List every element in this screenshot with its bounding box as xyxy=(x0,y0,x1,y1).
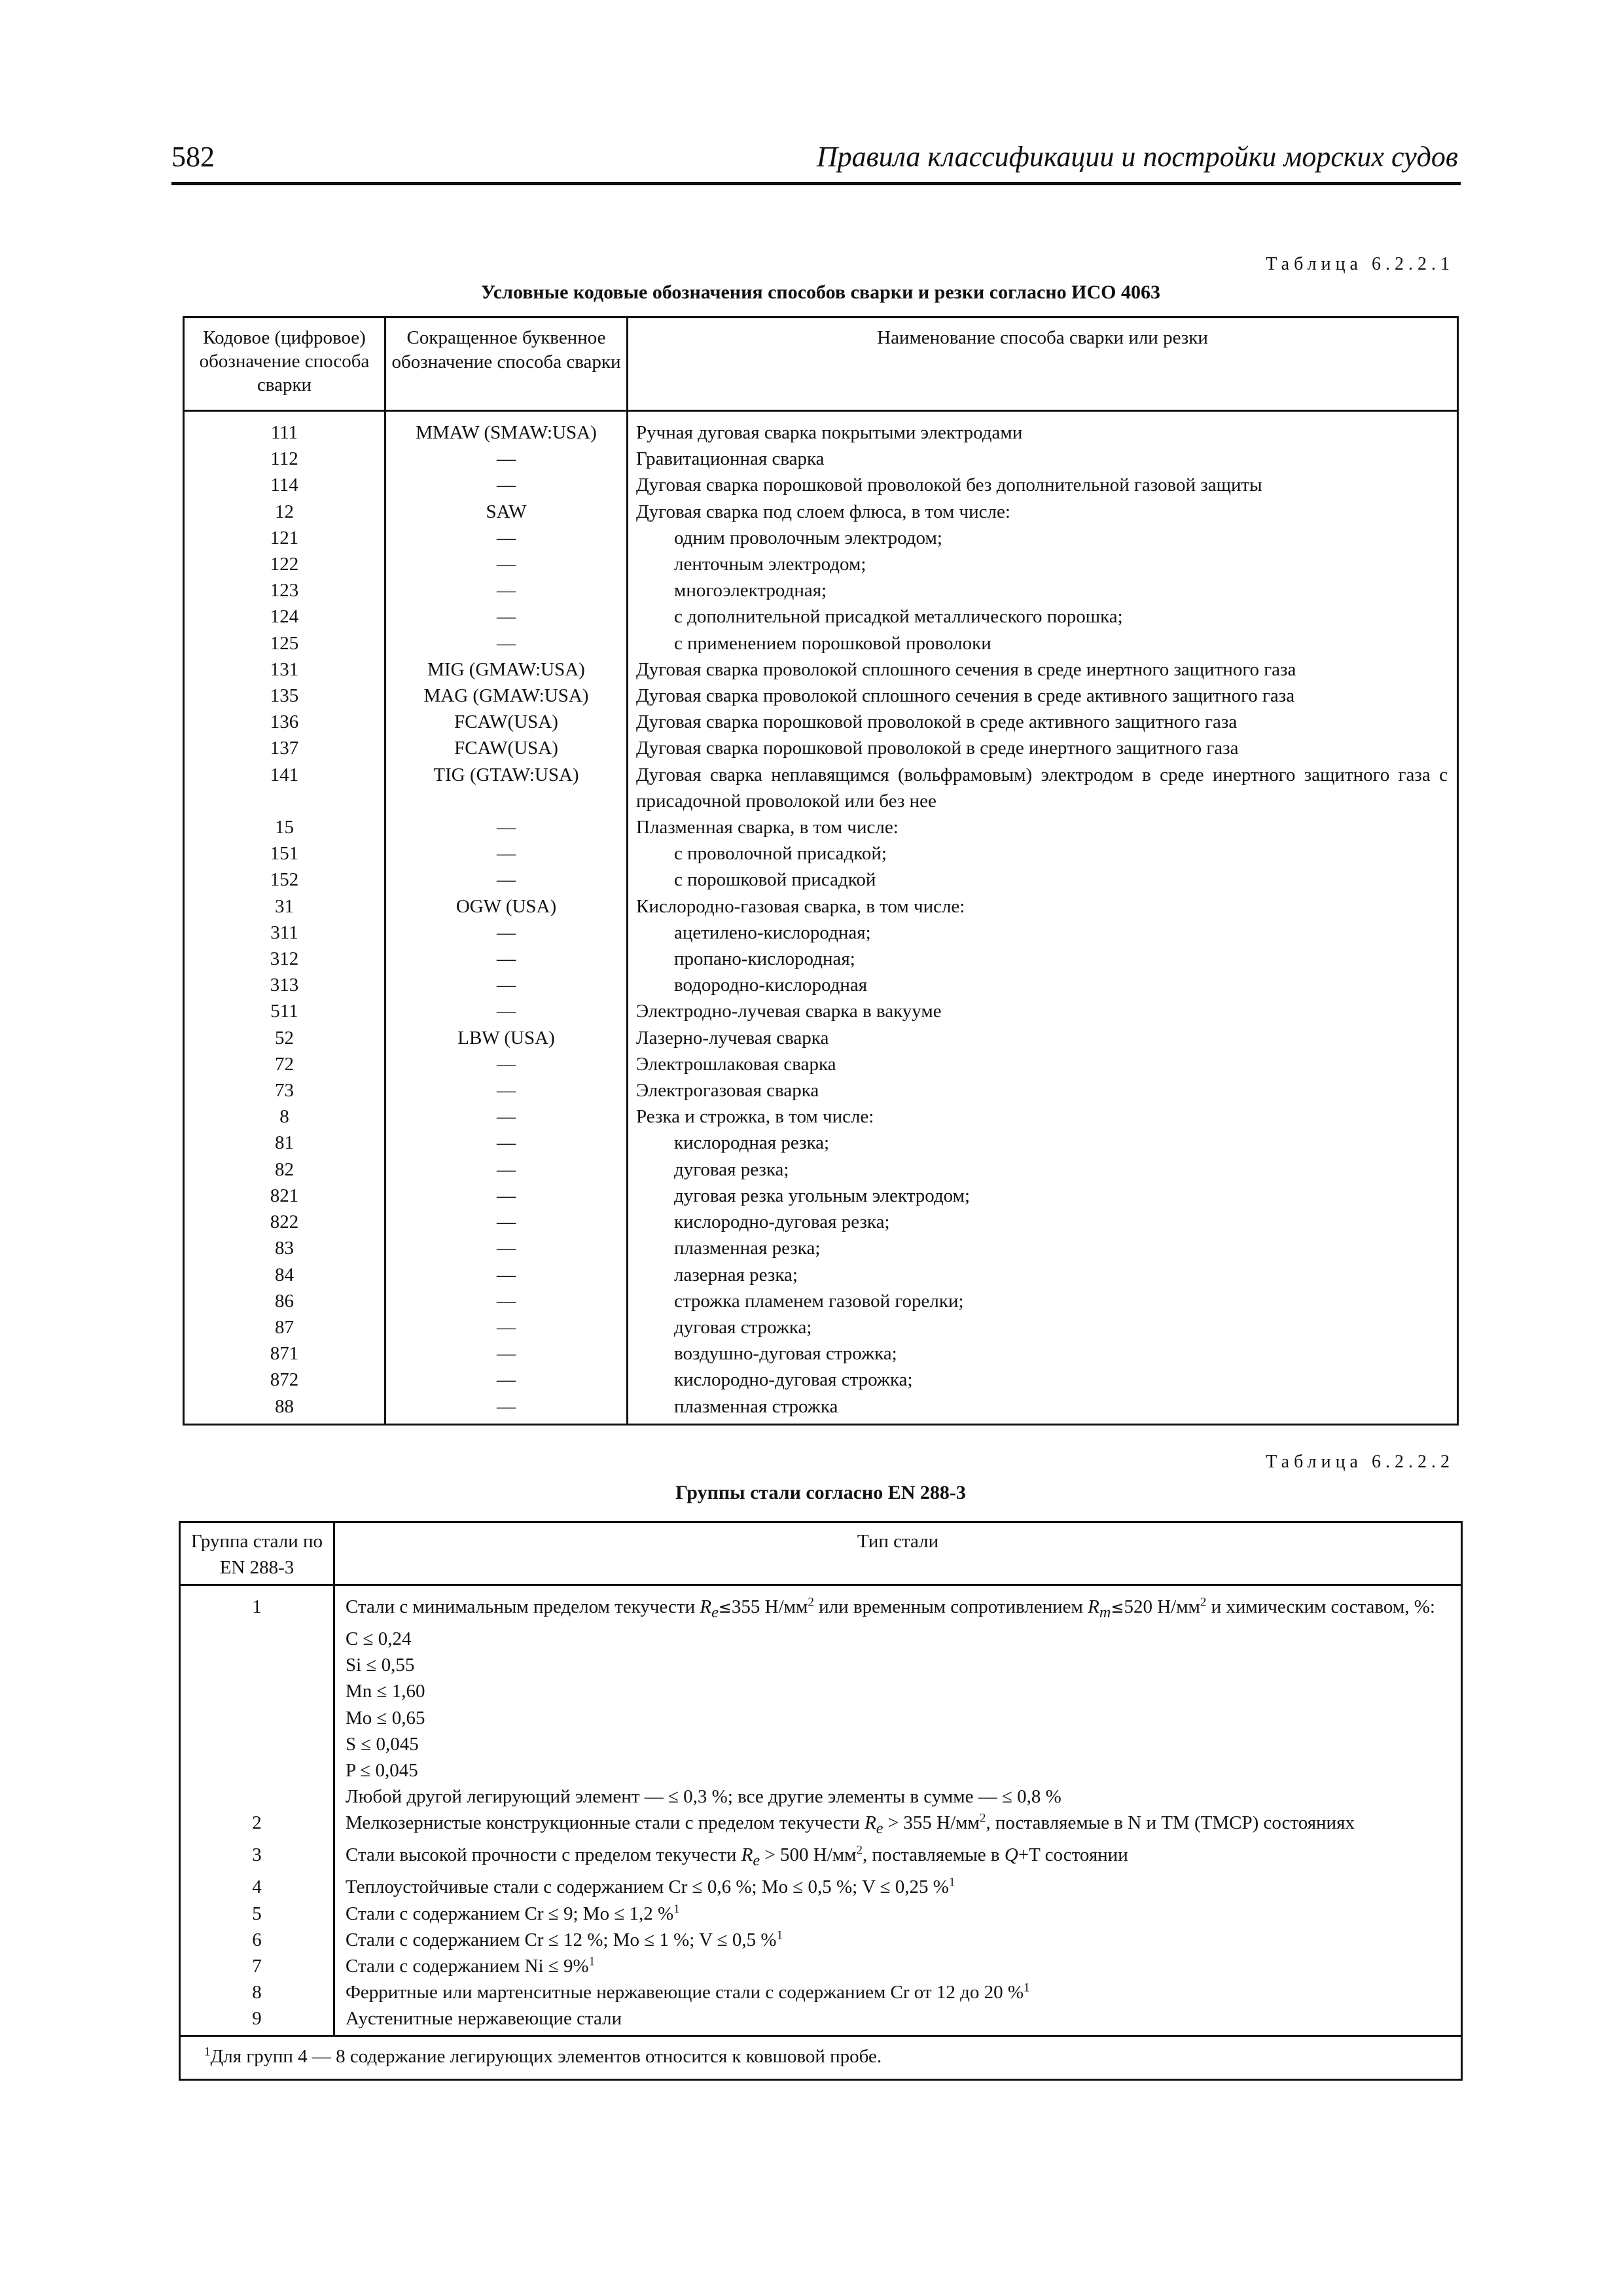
table-row xyxy=(180,1927,1462,1953)
code-cell: 88 xyxy=(184,1393,385,1425)
col-header-code: Кодовое (цифровое) обозначение способа сварки xyxy=(184,317,385,411)
chem-si: Si ≤ 0,55 xyxy=(346,1655,415,1676)
table-row xyxy=(184,630,1458,656)
process-name-cell: Ручная дуговая сварка покрытыми электродами xyxy=(636,422,1023,443)
abbr-cell: MAG (GMAW:USA) xyxy=(385,683,628,709)
table-row xyxy=(184,867,1458,893)
code-cell: 313 xyxy=(184,972,385,998)
table-row xyxy=(184,656,1458,683)
table1-body xyxy=(184,411,1458,1425)
table-row xyxy=(180,1874,1462,1900)
process-name-cell: Дуговая сварка порошковой проволокой в среде активного защитного газа xyxy=(636,711,1238,733)
col-header-group: Группа стали по EN 288-3 xyxy=(180,1522,334,1585)
table-row xyxy=(184,814,1458,840)
table-row xyxy=(180,2005,1462,2036)
abbr-cell: LBW (USA) xyxy=(385,1025,628,1051)
chem-s: S ≤ 0,045 xyxy=(346,1733,419,1755)
code-cell: 822 xyxy=(184,1209,385,1235)
code-cell: 15 xyxy=(184,814,385,840)
abbr-cell: — xyxy=(385,446,628,472)
process-name-cell: многоэлектродная; xyxy=(674,580,827,601)
table-row xyxy=(184,411,1458,446)
code-cell: 125 xyxy=(184,630,385,656)
code-cell: 124 xyxy=(184,603,385,630)
chem-mn: Mn ≤ 1,60 xyxy=(346,1681,425,1702)
process-name-cell: Лазерно-лучевая сварка xyxy=(636,1027,829,1049)
code-cell: 72 xyxy=(184,1051,385,1077)
abbr-cell: — xyxy=(385,1340,628,1367)
table-row xyxy=(184,1130,1458,1156)
table-row xyxy=(184,998,1458,1024)
process-name-cell: дуговая строжка; xyxy=(674,1316,812,1338)
abbr-cell: — xyxy=(385,1157,628,1183)
table2-footnote-row xyxy=(180,2036,1462,2079)
process-name-cell: с проволочной присадкой; xyxy=(674,843,887,865)
group-cell: 5 xyxy=(180,1901,334,1927)
process-name-cell: дуговая резка; xyxy=(674,1158,789,1180)
table-row xyxy=(184,446,1458,472)
chem-mo: Mo ≤ 0,65 xyxy=(346,1707,425,1729)
code-cell: 123 xyxy=(184,577,385,603)
steel-groups-table xyxy=(179,1521,1463,2081)
abbr-cell: — xyxy=(385,630,628,656)
table-row xyxy=(184,1051,1458,1077)
chem-c: C ≤ 0,24 xyxy=(346,1628,412,1649)
table1-label: Таблица 6.2.2.1 xyxy=(1266,254,1454,274)
process-name-cell: ацетилено-кислородная; xyxy=(674,922,871,943)
abbr-cell: FCAW(USA) xyxy=(385,735,628,761)
table-row xyxy=(184,1077,1458,1103)
table-row xyxy=(180,1810,1462,1842)
code-cell: 872 xyxy=(184,1367,385,1393)
steel-type-cell: Стали с содержанием Ni ≤ 9%$^1$ xyxy=(346,1954,596,1977)
abbr-cell: — xyxy=(385,1183,628,1209)
abbr-cell: — xyxy=(385,840,628,867)
process-name-cell: плазменная резка; xyxy=(674,1238,821,1259)
table-row xyxy=(180,1901,1462,1927)
process-name-cell: строжка пламенем газовой горелки; xyxy=(674,1290,964,1312)
footnote: $^1$Для групп 4 — 8 содержание легирующих элементов относится к ковшовой пробе. xyxy=(180,2036,1462,2079)
code-cell: 152 xyxy=(184,867,385,893)
abbr-cell: — xyxy=(385,867,628,893)
code-cell: 86 xyxy=(184,1288,385,1314)
process-name-cell: кислородно-дуговая строжка; xyxy=(674,1369,913,1391)
group-cell: 7 xyxy=(180,1953,334,1979)
col-header-abbr: Сокращенное буквенное обозначение способа сварки xyxy=(385,317,628,411)
table-row xyxy=(184,840,1458,867)
process-name-cell: кислородно-дуговая резка; xyxy=(674,1211,890,1233)
process-name-cell: Дуговая сварка порошковой проволокой в среде инертного защитного газа xyxy=(636,738,1239,759)
code-cell: 52 xyxy=(184,1025,385,1051)
abbr-cell: — xyxy=(385,1314,628,1340)
group-cell: 4 xyxy=(180,1874,334,1900)
abbr-cell: — xyxy=(385,972,628,998)
table-row xyxy=(184,1157,1458,1183)
table-row xyxy=(184,709,1458,735)
table-row xyxy=(184,1103,1458,1130)
table-row xyxy=(180,1585,1462,1810)
process-name-cell: кислородная резка; xyxy=(674,1132,830,1154)
table-row xyxy=(184,603,1458,630)
abbr-cell: — xyxy=(385,920,628,946)
code-cell: 871 xyxy=(184,1340,385,1367)
page-number: 582 xyxy=(171,141,215,173)
table-row xyxy=(184,1183,1458,1209)
table-row xyxy=(184,1235,1458,1261)
code-cell: 84 xyxy=(184,1262,385,1288)
footnote-mark: 1 xyxy=(776,1928,783,1943)
table-row xyxy=(184,1367,1458,1393)
abbr-cell: — xyxy=(385,1051,628,1077)
abbr-cell: — xyxy=(385,1130,628,1156)
abbr-cell: — xyxy=(385,1393,628,1425)
process-name-cell: Электродно-лучевая сварка в вакууме xyxy=(636,1001,942,1022)
group-cell: 6 xyxy=(180,1927,334,1953)
process-name-cell: Дуговая сварка под слоем флюса, в том числе: xyxy=(636,501,1010,522)
code-cell: 131 xyxy=(184,656,385,683)
process-name-cell: Резка и строжка, в том числе: xyxy=(636,1106,874,1128)
table1-header-row xyxy=(184,317,1458,411)
process-name-cell: пропано-кислородная; xyxy=(674,948,855,970)
abbr-cell: — xyxy=(385,998,628,1024)
abbr-cell: — xyxy=(385,1367,628,1393)
page-header xyxy=(171,139,1461,185)
code-cell: 87 xyxy=(184,1314,385,1340)
footnote-mark: 1 xyxy=(948,1875,955,1890)
abbr-cell: — xyxy=(385,577,628,603)
table-row xyxy=(184,1025,1458,1051)
process-name-cell: с порошковой присадкой xyxy=(674,869,876,891)
process-name-cell: одним проволочным электродом; xyxy=(674,527,942,548)
abbr-cell: TIG (GTAW:USA) xyxy=(385,762,628,814)
abbr-cell: — xyxy=(385,814,628,840)
code-cell: 311 xyxy=(184,920,385,946)
table-row xyxy=(184,472,1458,498)
abbr-cell: MMAW (SMAW:USA) xyxy=(385,411,628,446)
table-row xyxy=(184,946,1458,972)
steel-type-cell: Теплоустойчивые стали с содержанием Cr ≤ 0,6 %; Mo ≤ 0,5 %; V ≤ 0,25 %$^1$ xyxy=(346,1875,955,1898)
table-row xyxy=(184,1314,1458,1340)
table-row xyxy=(184,1288,1458,1314)
steel-type-cell: Ферритные или мартенситные нержавеющие стали с содержанием Cr от 12 до 20 %$^1$ xyxy=(346,1981,1030,2003)
abbr-cell: — xyxy=(385,551,628,577)
group-cell: 3 xyxy=(180,1842,334,1874)
table-row xyxy=(184,893,1458,920)
code-cell: 8 xyxy=(184,1103,385,1130)
code-cell: 83 xyxy=(184,1235,385,1261)
abbr-cell: — xyxy=(385,1288,628,1314)
footnote-mark: 1 xyxy=(1024,1981,1030,1995)
process-name-cell: с дополнительной присадкой металлического порошка; xyxy=(674,606,1123,628)
process-name-cell: водородно-кислородная xyxy=(674,975,868,996)
table-row xyxy=(180,1842,1462,1874)
abbr-cell: — xyxy=(385,525,628,551)
steel-type-cell: Стали с содержанием Cr ≤ 9; Mo ≤ 1,2 %$^1$ xyxy=(346,1901,680,1924)
abbr-cell: — xyxy=(385,1262,628,1288)
table-row xyxy=(180,1953,1462,1979)
col-header-steel-type: Тип стали xyxy=(334,1522,1462,1585)
steel-type-cell: Мелкозернистые конструкционные стали с пределом текучести $R_e > 355$ $Н/мм^2$, поставляемые в N и TM (TMCP) состояниях xyxy=(346,1811,1355,1838)
code-cell: 141 xyxy=(184,762,385,814)
group-cell: 9 xyxy=(180,2005,334,2036)
process-name-cell: ленточным электродом; xyxy=(674,554,866,575)
code-cell: 151 xyxy=(184,840,385,867)
table-row xyxy=(184,1340,1458,1367)
table-row xyxy=(184,762,1458,814)
process-name-cell: Дуговая сварка проволокой сплошного сечения в среде инертного защитного газа xyxy=(636,658,1296,680)
table-row xyxy=(184,920,1458,946)
abbr-cell: FCAW(USA) xyxy=(385,709,628,735)
group-cell: 8 xyxy=(180,1979,334,2005)
process-name-cell: с применением порошковой проволоки xyxy=(674,632,991,654)
running-title: Правила классификации и постройки морских судов xyxy=(816,141,1458,173)
abbr-cell: — xyxy=(385,1103,628,1130)
process-name-cell: Дуговая сварка порошковой проволокой без дополнительной газовой защиты xyxy=(636,475,1262,496)
code-cell: 111 xyxy=(184,411,385,446)
code-cell: 114 xyxy=(184,472,385,498)
table-row xyxy=(184,499,1458,525)
process-name-cell: Электрогазовая сварка xyxy=(636,1080,819,1102)
code-cell: 73 xyxy=(184,1077,385,1103)
abbr-cell: OGW (USA) xyxy=(385,893,628,920)
steel-type-cell: Аустенитные нержавеющие стали xyxy=(346,2008,622,2030)
process-name-cell: плазменная строжка xyxy=(674,1395,838,1417)
abbr-cell: — xyxy=(385,946,628,972)
other-elements: Любой другой легирующий элемент — ≤ 0,3 %; все другие элементы в сумме — ≤ 0,8 % xyxy=(346,1786,1061,1808)
table-row xyxy=(184,577,1458,603)
abbr-cell: — xyxy=(385,1209,628,1235)
welding-codes-table xyxy=(183,316,1459,1426)
table-row xyxy=(184,972,1458,998)
abbr-cell: — xyxy=(385,472,628,498)
steel-type-cell: Стали высокой прочности с пределом текучести $R_e > 500$ $Н/мм^2$, поставляемые в Q+T состоянии xyxy=(346,1843,1128,1870)
table-row xyxy=(184,525,1458,551)
code-cell: 511 xyxy=(184,998,385,1024)
chem-p: P ≤ 0,045 xyxy=(346,1760,418,1782)
code-cell: 112 xyxy=(184,446,385,472)
abbr-cell: — xyxy=(385,1077,628,1103)
code-cell: 137 xyxy=(184,735,385,761)
group-cell: 1 xyxy=(180,1585,334,1810)
group-cell: 2 xyxy=(180,1810,334,1842)
footnote-mark: 1 xyxy=(588,1954,596,1969)
code-cell: 135 xyxy=(184,683,385,709)
code-cell: 312 xyxy=(184,946,385,972)
table-row xyxy=(180,1979,1462,2005)
table-row xyxy=(184,735,1458,761)
process-name-cell: Плазменная сварка, в том числе: xyxy=(636,817,899,838)
process-name-cell: Гравитационная сварка xyxy=(636,448,825,470)
code-cell: 12 xyxy=(184,499,385,525)
code-cell: 821 xyxy=(184,1183,385,1209)
table-row xyxy=(184,551,1458,577)
table2-caption: Группы стали согласно EN 288-3 xyxy=(675,1482,966,1503)
abbr-cell: MIG (GMAW:USA) xyxy=(385,656,628,683)
table2-label: Таблица 6.2.2.2 xyxy=(1266,1452,1454,1472)
code-cell: 31 xyxy=(184,893,385,920)
table2-header-row xyxy=(180,1522,1462,1585)
table-row xyxy=(184,1393,1458,1425)
code-cell: 81 xyxy=(184,1130,385,1156)
code-cell: 136 xyxy=(184,709,385,735)
table-row xyxy=(184,1262,1458,1288)
steel-type-cell: Стали с минимальным пределом текучести $R_e\le 355$ $Н/мм^2$ или временным сопротивлением $R_m\le 520$ $Н/мм^2$ и химическим составом, %: C ≤ 0,24 Si ≤ 0,55 Mn ≤ 1,60 Mo ≤ 0,65 S ≤ 0,045 P ≤ 0,045 Любой другой легирующий элемент — ≤ 0,3 %; все другие элементы в сумме — ≤ 0,8 % xyxy=(334,1585,1462,1810)
table-row xyxy=(184,683,1458,709)
process-name-cell: дуговая резка угольным электродом; xyxy=(674,1185,971,1206)
table1-caption: Условные кодовые обозначения способов сварки и резки согласно ИСО 4063 xyxy=(481,281,1160,303)
code-cell: 121 xyxy=(184,525,385,551)
abbr-cell: SAW xyxy=(385,499,628,525)
abbr-cell: — xyxy=(385,603,628,630)
steel-type-cell: Стали с содержанием Cr ≤ 12 %; Mo ≤ 1 %; V ≤ 0,5 %$^1$ xyxy=(346,1928,783,1950)
abbr-cell: — xyxy=(385,1235,628,1261)
col-header-name: Наименование способа сварки или резки xyxy=(628,317,1458,411)
table-row xyxy=(184,1209,1458,1235)
code-cell: 122 xyxy=(184,551,385,577)
table2-rest-body xyxy=(180,1874,1462,2036)
process-name-cell: Дуговая сварка неплавящимся (вольфрамовым) электродом в среде инертного защитного газа с присадочной проволокой или без нее xyxy=(636,764,1448,812)
process-name-cell: воздушно-дуговая строжка; xyxy=(674,1343,897,1365)
process-name-cell: Кислородно-газовая сварка, в том числе: xyxy=(636,895,965,917)
process-name-cell: лазерная резка; xyxy=(674,1264,798,1285)
process-name-cell: Электрошлаковая сварка xyxy=(636,1053,836,1075)
code-cell: 82 xyxy=(184,1157,385,1183)
footnote-mark: 1 xyxy=(673,1901,680,1916)
process-name-cell: Дуговая сварка проволокой сплошного сечения в среде активного защитного газа xyxy=(636,685,1295,707)
